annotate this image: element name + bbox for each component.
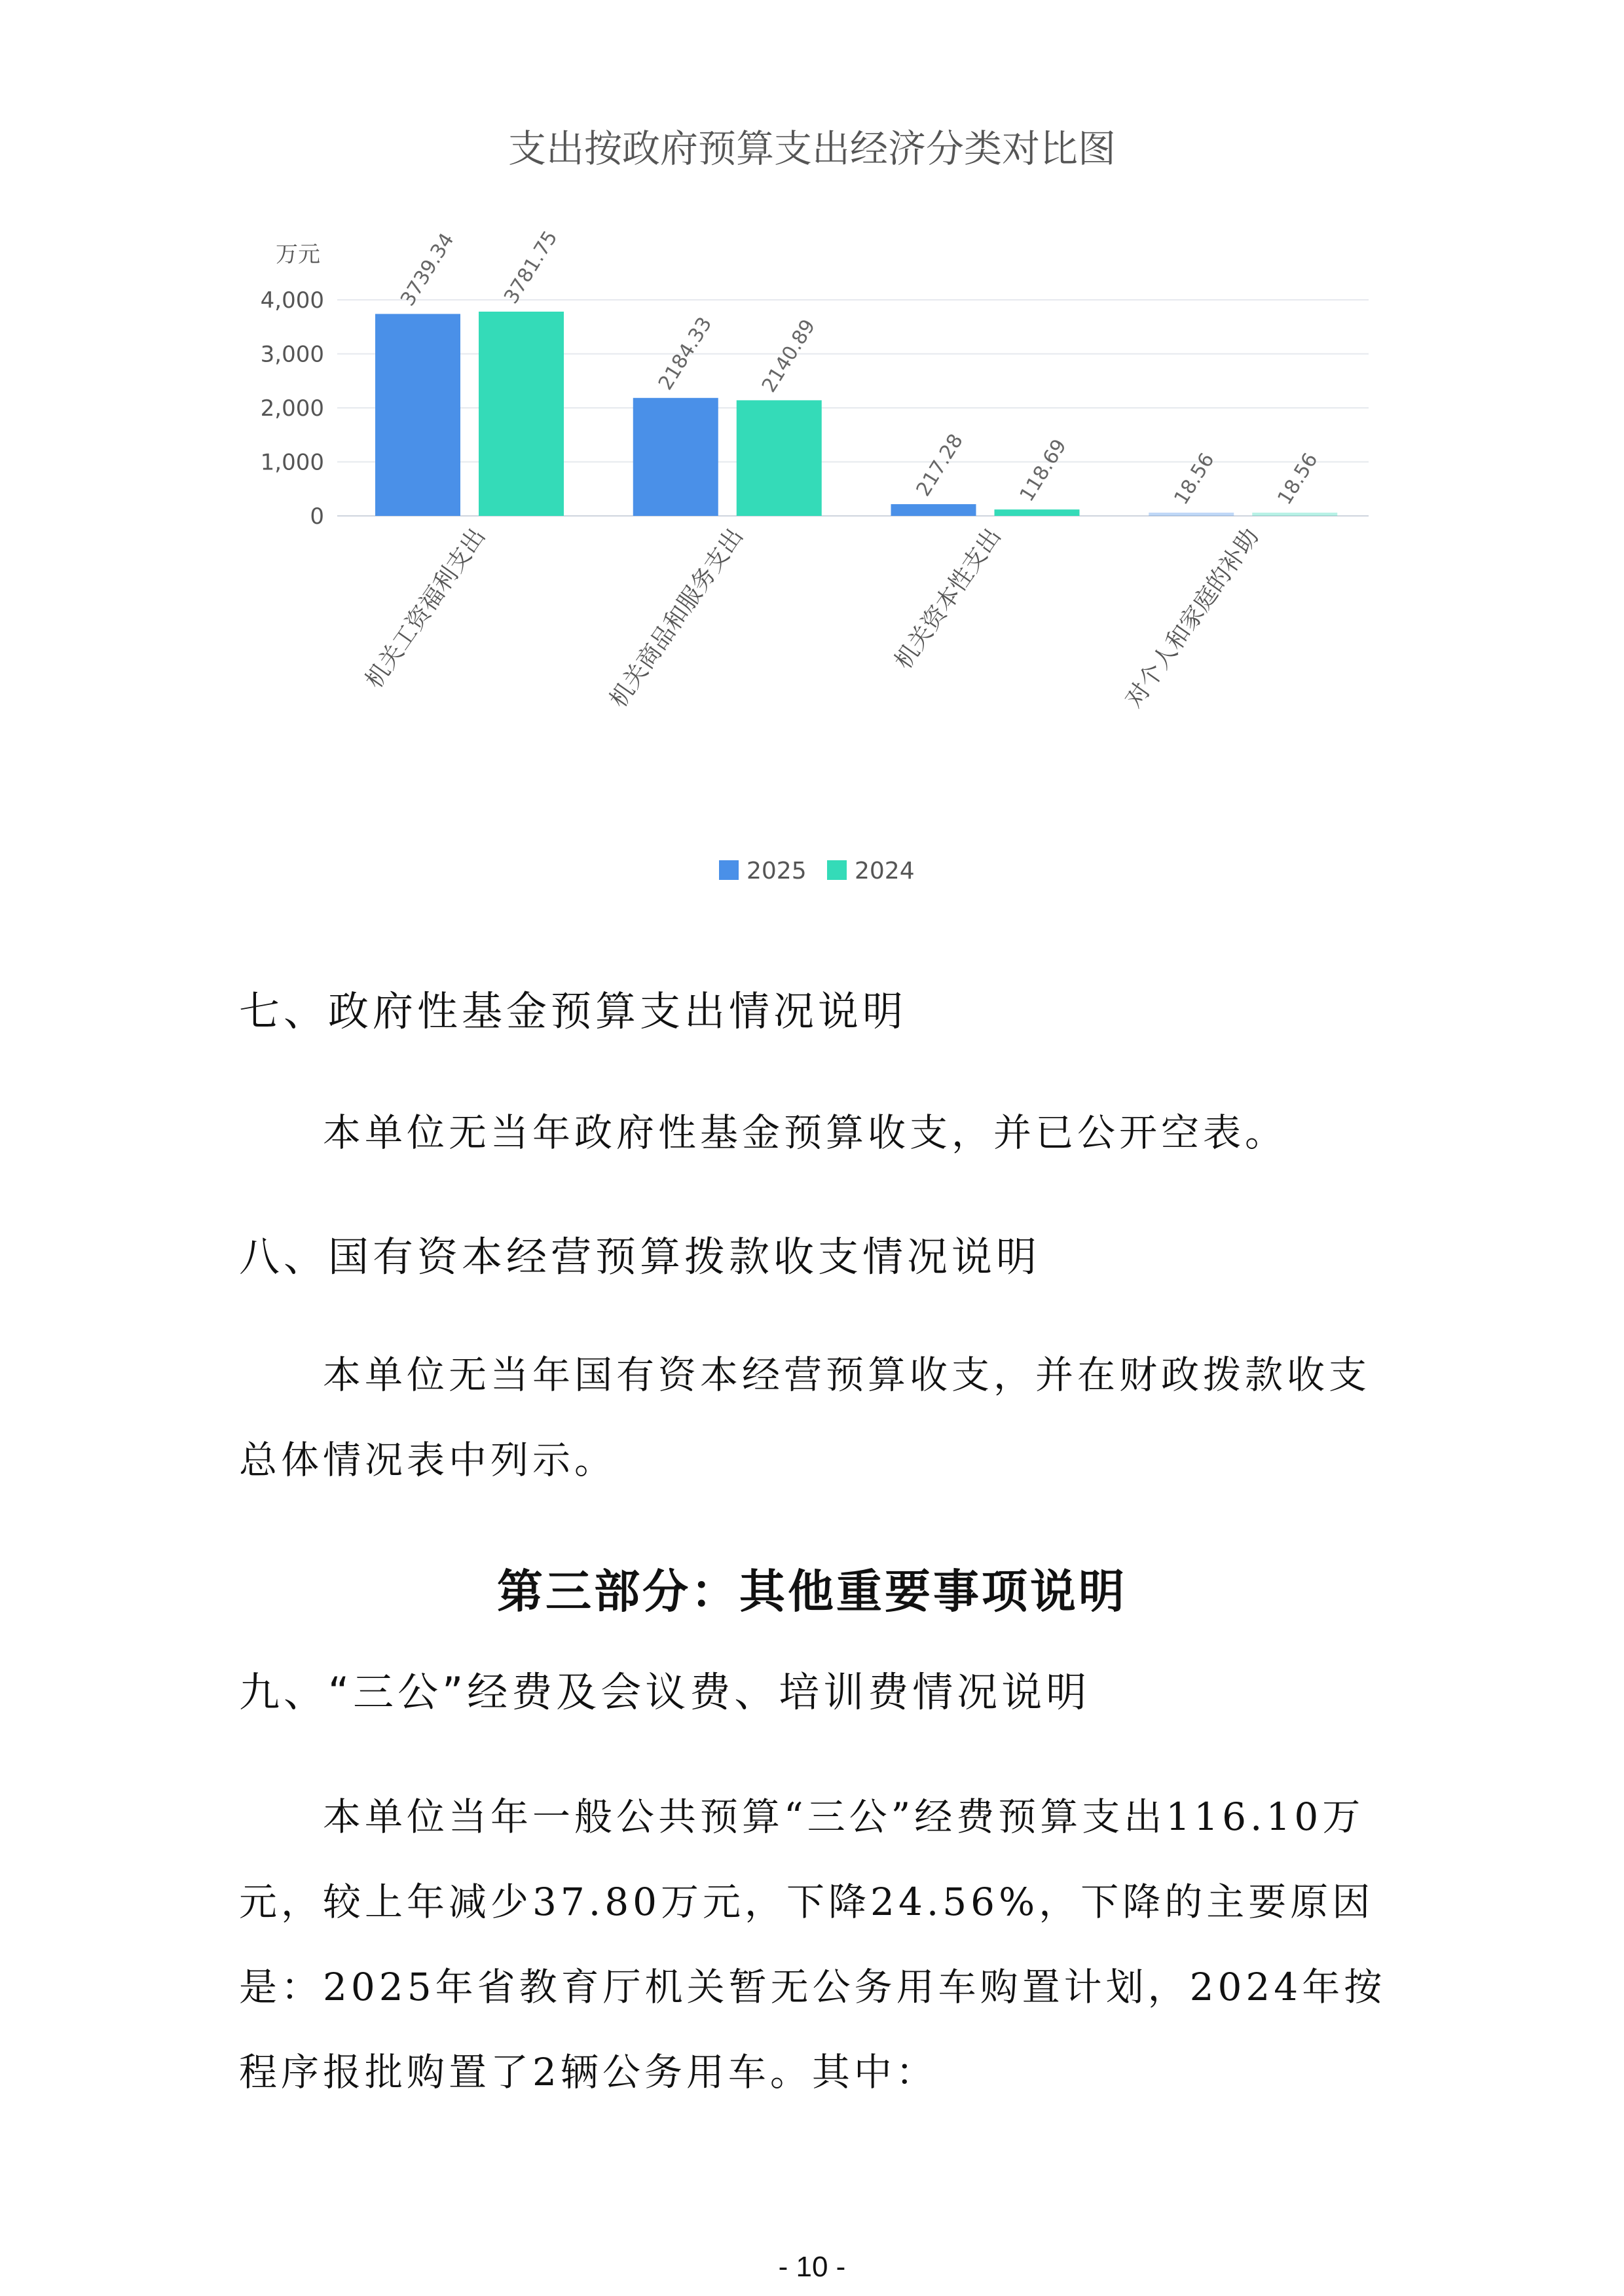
y-tick-label: 0 <box>310 503 324 530</box>
y-tick-label: 3,000 <box>260 341 324 368</box>
category-label: 对个人和家庭的补助 <box>1120 523 1264 713</box>
legend-swatch <box>719 860 739 880</box>
bar-2024 <box>737 400 822 516</box>
data-label: 18.56 <box>1273 448 1323 509</box>
bar-2025 <box>891 504 976 516</box>
y-tick-label: 4,000 <box>260 287 324 314</box>
section-9-text: 本单位当年一般公共预算“三公”经费预算支出116.10万元，较上年减少37.80万元，下降24.56%，下降的主要原因是：2025年省教育厅机关暂无公务用车购置计划，2024年按程序报批购置了2辆公务用车。其中： <box>239 1795 1386 2094</box>
section-9-heading: 九、“三公”经费及会议费、培训费情况说明 <box>239 1668 1091 1716</box>
page-number: - 10 - <box>778 2251 846 2283</box>
data-label: 3739.34 <box>396 228 459 310</box>
data-label: 217.28 <box>912 429 968 501</box>
expenditure-bar-chart <box>0 0 1624 903</box>
data-label: 118.69 <box>1015 435 1071 506</box>
category-label: 机关资本性支出 <box>889 523 1006 674</box>
bar-2024 <box>479 312 564 516</box>
y-axis-unit-label: 万元 <box>276 242 320 268</box>
legend-label: 2025 <box>747 858 807 884</box>
section-8-text: 本单位无当年国有资本经营预算收支，并在财政拨款收支总体情况表中列示。 <box>239 1353 1371 1482</box>
bar-2024 <box>995 509 1080 516</box>
bar-2024 <box>1252 513 1337 516</box>
bar-2025 <box>1149 513 1234 516</box>
legend-label: 2024 <box>855 858 915 884</box>
section-7-heading: 七、政府性基金预算支出情况说明 <box>239 987 908 1035</box>
y-tick-label: 2,000 <box>260 395 324 422</box>
category-label: 机关工资福利支出 <box>360 523 491 694</box>
legend-swatch <box>827 860 847 880</box>
category-label: 机关商品和服务支出 <box>604 523 749 713</box>
data-label: 18.56 <box>1170 448 1219 509</box>
data-label: 2140.89 <box>757 315 821 397</box>
data-label: 3781.75 <box>500 227 563 308</box>
part-3-title: 第三部分：其他重要事项说明 <box>497 1565 1127 1618</box>
section-8-heading: 八、国有资本经营预算拨款收支情况说明 <box>239 1233 1041 1281</box>
bar-2025 <box>375 314 460 516</box>
chart-title: 支出按政府预算支出经济分类对比图 <box>507 126 1116 171</box>
section-7-text: 本单位无当年政府性基金预算收支，并已公开空表。 <box>323 1110 1287 1155</box>
data-label: 2184.33 <box>654 313 717 395</box>
bar-2025 <box>633 398 718 516</box>
y-tick-label: 1,000 <box>260 449 324 476</box>
